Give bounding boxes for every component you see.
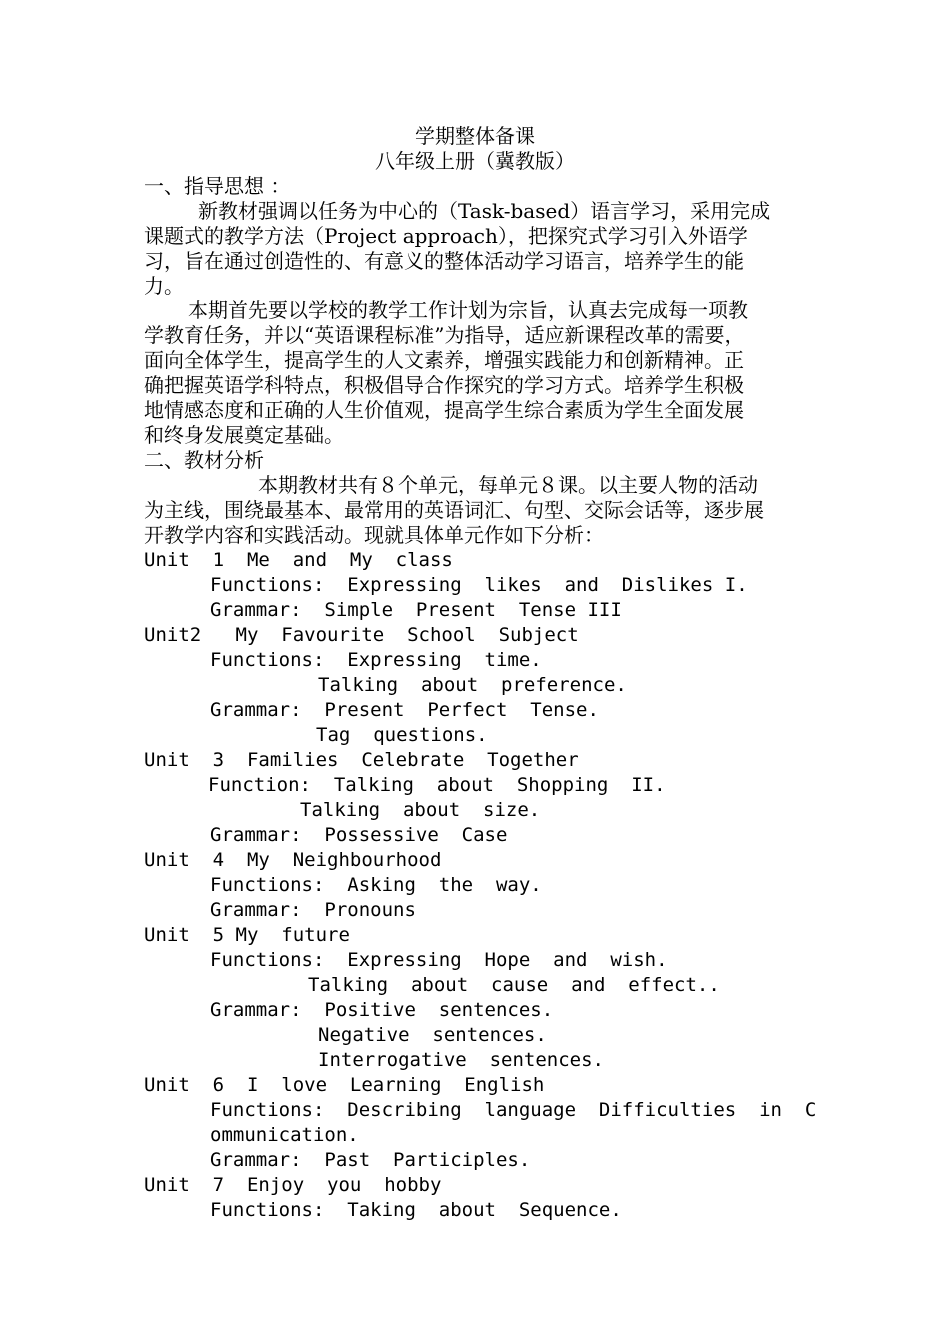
unit-heading: Unit 1 Me and My class (144, 549, 453, 571)
unit-heading: Unit 6 I love Learning English (144, 1074, 545, 1096)
paragraph-line: 新教材强调以任务为中心的（Task-based）语言学习，采用完成 (198, 199, 771, 223)
unit-heading: Unit 7 Enjoy you hobby (144, 1174, 442, 1196)
unit-detail: Talking about preference. (318, 674, 627, 696)
paragraph-line: 地情感态度和正确的人生价值观，提高学生综合素质为学生全面发展 (144, 398, 744, 422)
unit-detail: Negative sentences. (318, 1024, 547, 1046)
paragraph-line: 学教育任务，并以“英语课程标准”为指导，适应新课程改革的需要， (144, 323, 745, 347)
document-title: 学期整体备课 (415, 124, 535, 148)
unit-detail: Grammar: Possessive Case (210, 824, 508, 846)
unit-detail: Grammar: Simple Present Tense III (210, 599, 622, 621)
unit-detail: Grammar: Past Participles. (210, 1149, 531, 1171)
document-subtitle: 八年级上册（冀教版） (375, 149, 575, 173)
paragraph-line: 和终身发展奠定基础。 (144, 423, 344, 447)
unit-detail: Grammar: Pronouns (210, 899, 416, 921)
unit-detail: Function: Talking about Shopping II. (208, 774, 666, 796)
paragraph-line: 为主线，围绕最基本、最常用的英语词汇、句型、交际会话等，逐步展 (144, 498, 764, 522)
unit-heading: Unit2 My Favourite School Subject (144, 624, 579, 646)
unit-detail: Functions: Expressing time. (210, 649, 542, 671)
paragraph-line: 面向全体学生，提高学生的人文素养，增强实践能力和创新精神。正 (144, 348, 744, 372)
paragraph-line: 习，旨在通过创造性的、有意义的整体活动学习语言，培养学生的能 (144, 249, 744, 273)
unit-detail: Interrogative sentences. (318, 1049, 604, 1071)
unit-detail: ommunication. (210, 1124, 359, 1146)
unit-detail: Functions: Expressing likes and Dislikes I. (210, 574, 748, 596)
unit-heading: Unit 5 My future (144, 924, 350, 946)
unit-detail: Grammar: Present Perfect Tense. (210, 699, 599, 721)
unit-heading: Unit 3 Families Celebrate Together (144, 749, 579, 771)
paragraph-line: 本期首先要以学校的教学工作计划为宗旨，认真去完成每一项教 (188, 298, 748, 322)
unit-detail: Functions: Describing language Difficulties in C (210, 1099, 817, 1121)
unit-detail: Functions: Taking about Sequence. (210, 1199, 622, 1221)
unit-detail: Functions: Expressing Hope and wish. (210, 949, 668, 971)
unit-detail: Functions: Asking the way. (210, 874, 542, 896)
paragraph-line: 课题式的教学方法（Project approach），把探究式学习引入外语学 (144, 224, 748, 248)
paragraph-line: 本期教材共有８个单元，每单元８课。以主要人物的活动 (258, 473, 758, 497)
paragraph-line: 确把握英语学科特点，积极倡导合作探究的学习方式。培养学生积极 (144, 373, 744, 397)
unit-detail: Grammar: Positive sentences. (210, 999, 554, 1021)
unit-heading: Unit 4 My Neighbourhood (144, 849, 442, 871)
unit-detail: Talking about size. (300, 799, 541, 821)
section-heading-guiding-thought: 一、指导思想 ： (144, 174, 291, 198)
unit-detail: Talking about cause and effect.. (308, 974, 720, 996)
unit-detail: Tag questions. (316, 724, 488, 746)
paragraph-line: 力。 (144, 274, 184, 298)
section-heading-textbook-analysis: 二、教材分析 (144, 448, 264, 472)
paragraph-line: 开教学内容和实践活动。现就具体单元作如下分析： (144, 523, 604, 547)
